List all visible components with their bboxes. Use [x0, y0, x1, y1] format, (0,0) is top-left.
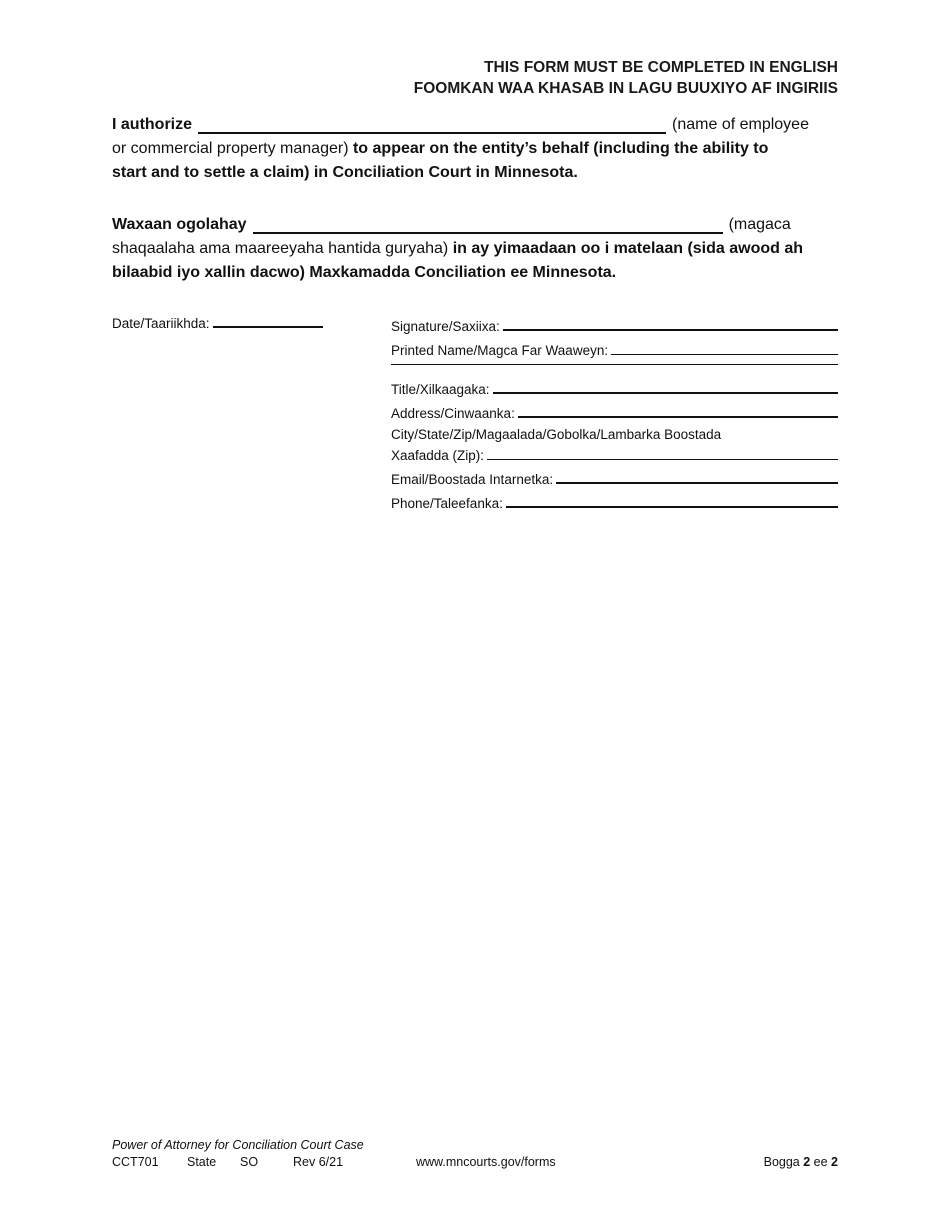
- footer-state: State: [187, 1155, 217, 1169]
- footer-page-number: [764, 1155, 838, 1169]
- email-row: [391, 465, 838, 487]
- email-input-line[interactable]: [556, 482, 838, 484]
- page-prefix: Bogga: [763, 1155, 804, 1169]
- somali-line2-plain: shaqaalaha ama maareeyaha hantida guryaha): [112, 240, 453, 257]
- address-label: Address/Cinwaanka:: [391, 406, 515, 421]
- title-input-line[interactable]: [493, 392, 838, 394]
- date-input-line[interactable]: [213, 326, 323, 328]
- somali-line2-bold: in ay yimaadaan oo i matelaan (sida awood ah: [452, 240, 804, 257]
- footer-form-title: Power of Attorney for Conciliation Court Case: [112, 1138, 364, 1152]
- header-english-notice: THIS FORM MUST BE COMPLETED IN ENGLISH: [484, 59, 838, 76]
- employee-name-field[interactable]: [198, 116, 666, 134]
- magaca-hint: (magaca: [728, 216, 791, 233]
- printed-name-input-line[interactable]: [611, 354, 838, 355]
- header-somali-notice: FOOMKAN WAA KHASAB IN LAGU BUUXIYO AF INGIRIIS: [413, 80, 838, 97]
- signature-row: [391, 312, 838, 334]
- title-label: Title/Xilkaagaka:: [391, 382, 490, 397]
- somali-employee-name-field[interactable]: [253, 216, 723, 234]
- footer-form-code: CCT701: [112, 1155, 159, 1169]
- ogolahay-label: Waxaan ogolahay: [112, 216, 247, 233]
- city-label-line1: City/State/Zip/Magaalada/Gobolka/Lambarka Boostada: [391, 427, 722, 442]
- form-header: [414, 57, 838, 99]
- footer-revision: Rev 6/21: [293, 1155, 344, 1169]
- printed-name-continuation-line[interactable]: [391, 364, 838, 365]
- name-of-employee-hint: (name of employee: [672, 116, 809, 133]
- signature-input-line[interactable]: [503, 329, 838, 331]
- city-label-line2: Xaafadda (Zip):: [391, 448, 485, 463]
- signature-block: [391, 312, 838, 513]
- printed-name-row: [391, 336, 838, 358]
- city-state-zip-row: [391, 427, 838, 463]
- english-line2-bold: to appear on the entity’s behalf (including the ability to: [352, 140, 769, 157]
- english-line3: start and to settle a claim) in Conciliation Court in Minnesota.: [112, 164, 578, 181]
- phone-row: [391, 489, 838, 511]
- footer-language: SO: [240, 1155, 259, 1169]
- somali-line3: bilaabid iyo xallin dacwo) Maxkamadda Conciliation ee Minnesota.: [112, 264, 617, 281]
- city-state-zip-input-line[interactable]: [487, 459, 838, 460]
- page-mid: ee: [810, 1155, 832, 1169]
- english-authorization: [112, 113, 837, 185]
- phone-label: Phone/Taleefanka:: [391, 496, 503, 511]
- date-field-row: [112, 316, 323, 331]
- printed-name-label: Printed Name/Magca Far Waaweyn:: [391, 343, 609, 358]
- authorize-label: I authorize: [112, 116, 193, 133]
- date-label: Date/Taariikhda:: [112, 316, 210, 331]
- somali-authorization: [112, 213, 837, 285]
- signature-label: Signature/Saxiixa:: [391, 319, 500, 334]
- page-current: 2: [803, 1155, 811, 1169]
- phone-input-line[interactable]: [506, 506, 838, 508]
- page-total: 2: [831, 1155, 838, 1169]
- address-input-line[interactable]: [518, 416, 838, 418]
- english-line2-plain: or commercial property manager): [112, 140, 353, 157]
- city-label-line2-row: [391, 445, 838, 463]
- page-footer: [112, 1138, 838, 1171]
- footer-url[interactable]: www.mncourts.gov/forms: [416, 1155, 556, 1169]
- title-row: [391, 375, 838, 397]
- address-row: [391, 399, 838, 421]
- email-label: Email/Boostada Intarnetka:: [391, 472, 554, 487]
